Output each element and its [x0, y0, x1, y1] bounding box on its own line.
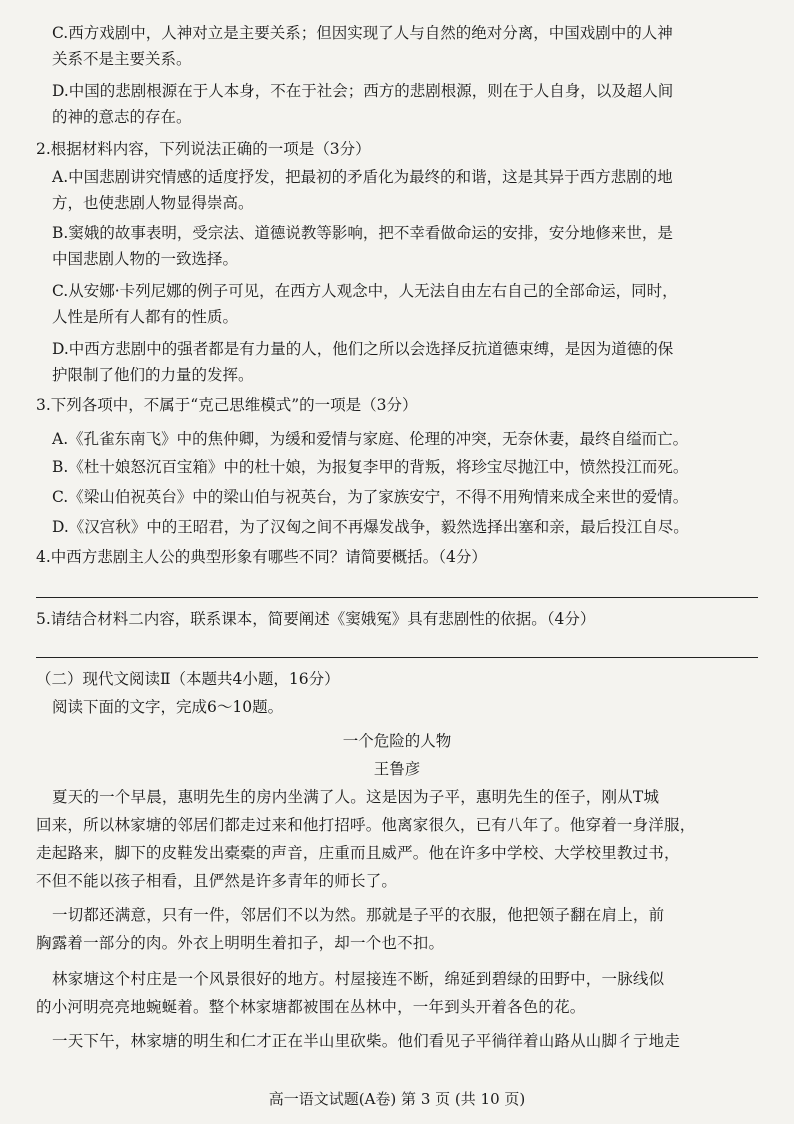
question-4: 4.中西方悲剧主人公的典型形象有哪些不同？请简要概括。（4分） [36, 548, 487, 566]
q2-option-b-line1: B.窦娥的故事表明，受宗法、道德说教等影响，把不幸看做命运的安排，安分地修来世，是 [52, 224, 673, 242]
q2-option-b-line2: 中国悲剧人物的一致选择。 [52, 250, 239, 268]
question-5: 5.请结合材料二内容，联系课本，简要阐述《窦娥冤》具有悲剧性的依据。（4分） [36, 610, 596, 628]
q3-option-d: D.《汉宫秋》中的王昭君，为了汉匈之间不再爆发战争，毅然选择出塞和亲，最后投江自尽。 [52, 518, 689, 536]
q2-option-c-line2: 人性是所有人都有的性质。 [52, 308, 239, 326]
reading-instruction: 阅读下面的文字，完成6～10题。 [52, 698, 284, 716]
paragraph-2-line2: 胸露着一部分的肉。外衣上明明生着扣子，却一个也不扣。 [36, 934, 445, 952]
q2-option-c-line1: C.从安娜·卡列尼娜的例子可见，在西方人观念中，人无法自由左右自己的全部命运，同时， [52, 282, 678, 300]
answer-line-q4 [36, 597, 758, 598]
paragraph-1-line4: 不但不能以孩子相看，且俨然是许多青年的师长了。 [36, 872, 398, 890]
story-author: 王鲁彦 [373, 760, 421, 778]
page-footer: 高一语文试题(A卷) 第 3 页 (共 10 页) [268, 1090, 526, 1108]
q2-option-a-line2: 方，也使悲剧人物显得崇高。 [52, 194, 254, 212]
story-title: 一个危险的人物 [342, 732, 452, 750]
option-d-line2: 的神的意志的存在。 [52, 108, 192, 126]
paragraph-1-line3: 走起路来，脚下的皮鞋发出橐橐的声音，庄重而且威严。他在许多中学校、大学校里教过书， [36, 844, 680, 862]
option-c-line2: 关系不是主要关系。 [52, 50, 192, 68]
q3-option-a: A.《孔雀东南飞》中的焦仲卿，为缓和爱情与家庭、伦理的冲突，无奈休妻，最终自缢而亡。 [52, 430, 689, 448]
section-heading: （二）现代文阅读Ⅱ（本题共4小题，16分） [36, 670, 340, 688]
q2-option-d-line2: 护限制了他们的力量的发挥。 [52, 366, 254, 384]
question-2: 2.根据材料内容，下列说法正确的一项是（3分） [36, 140, 371, 158]
q3-option-c: C.《梁山伯祝英台》中的梁山伯与祝英台，为了家族安宁，不得不用殉情来成全来世的爱情。 [52, 488, 689, 506]
paragraph-2-line1: 一切都还满意，只有一件，邻居们不以为然。那就是子平的衣服，他把领子翻在肩上，前 [52, 906, 665, 924]
q2-option-a-line1: A.中国悲剧讲究情感的适度抒发，把最初的矛盾化为最终的和谐，这是其异于西方悲剧的地 [52, 168, 673, 186]
paragraph-3-line1: 林家塘这个村庄是一个风景很好的地方。村屋接连不断，绵延到碧绿的田野中，一脉线似 [52, 970, 665, 988]
answer-line-q5 [36, 657, 758, 658]
q2-option-d-line1: D.中西方悲剧中的强者都是有力量的人，他们之所以会选择反抗道德束缚，是因为道德的保 [52, 340, 674, 358]
option-d-line1: D.中国的悲剧根源在于人本身，不在于社会；西方的悲剧根源，则在于人自身，以及超人间 [52, 82, 674, 100]
option-c-line1: C.西方戏剧中，人神对立是主要关系；但因实现了人与自然的绝对分离，中国戏剧中的人神 [52, 24, 673, 42]
paragraph-1-line2: 回来，所以林家塘的邻居们都走过来和他打招呼。他离家很久，已有八年了。他穿着一身洋服， [36, 816, 696, 834]
question-3: 3.下列各项中，不属于“克己思维模式”的一项是（3分） [36, 396, 418, 414]
q3-option-b: B.《杜十娘怒沉百宝箱》中的杜十娘，为报复李甲的背叛，将珍宝尽抛江中，愤然投江而死。 [52, 458, 689, 476]
paragraph-4-line1: 一天下午，林家塘的明生和仁才正在半山里砍柴。他们看见子平徜徉着山路从山脚彳亍地走 [52, 1032, 681, 1050]
paragraph-1-line1: 夏天的一个早晨，惠明先生的房内坐满了人。这是因为子平，惠明先生的侄子，刚从T城 [52, 788, 660, 806]
paragraph-3-line2: 的小河明亮亮地蜿蜒着。整个林家塘都被围在丛林中，一年到头开着各色的花。 [36, 998, 586, 1016]
